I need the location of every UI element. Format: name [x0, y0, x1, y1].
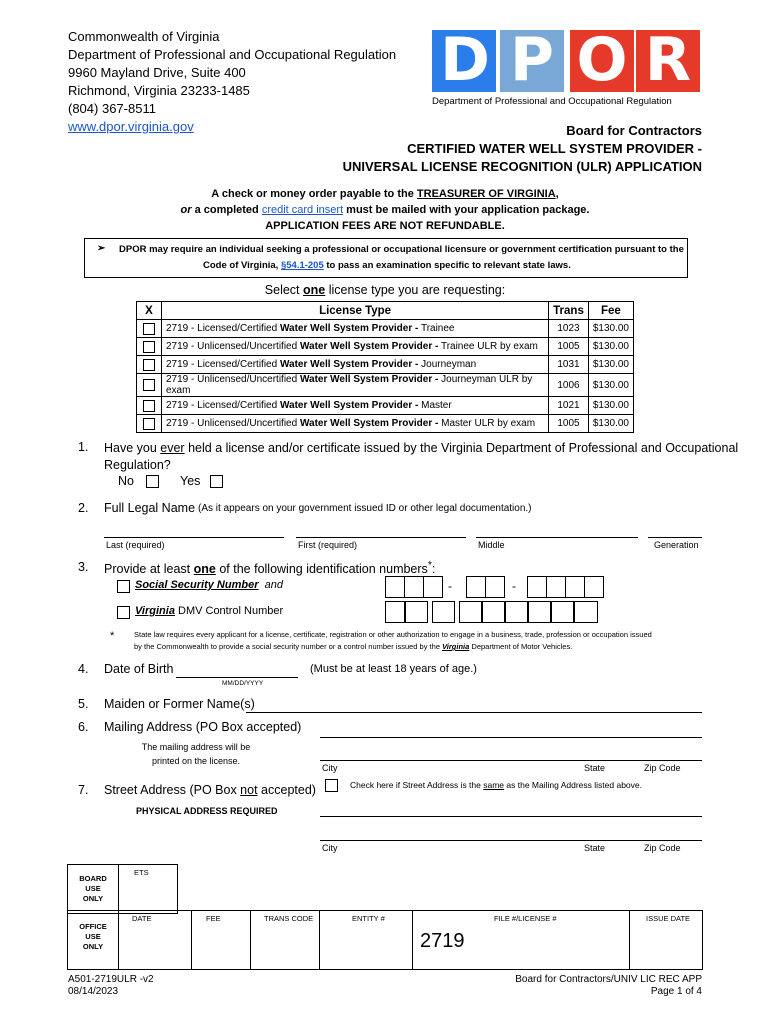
q6-number: 6. [78, 720, 89, 734]
fee: $130.00 [588, 415, 633, 433]
q1-yes-label: Yes [180, 474, 201, 488]
dmv-digit[interactable] [385, 601, 405, 623]
board-name: Board for Contractors [566, 123, 702, 138]
row-text: Water Well System Provider - [299, 418, 439, 429]
mailing-address-line[interactable] [320, 737, 702, 738]
fee: $130.00 [588, 356, 633, 374]
q3-label [104, 560, 435, 576]
treasurer-text: TREASURER OF VIRGINIA [416, 188, 556, 200]
q7-text: accepted) [257, 783, 316, 797]
org-line: Department of Professional and Occupational Regulation [68, 47, 397, 62]
fee-label: FEE [206, 914, 221, 923]
row-text: 2719 - Licensed/Certified [166, 323, 280, 334]
ssn-and-text: and [264, 579, 283, 591]
footer-right [515, 974, 702, 998]
office-use-text: USE [85, 932, 101, 941]
form-id: A501-2719ULR -v2 [68, 974, 154, 985]
board-use-text: BOARD [79, 874, 107, 883]
row-text: Master [418, 400, 452, 411]
logo-letter-p: P [510, 25, 554, 95]
trans-code: 1005 [549, 415, 589, 433]
org-line: (804) 367-8511 [68, 101, 156, 116]
code-section-link[interactable]: §54.1-205 [280, 260, 324, 271]
logo-letter-r: R [644, 25, 692, 95]
ssn-label-text: Social Security Number [135, 579, 259, 591]
payment-text: , [555, 188, 559, 200]
maiden-name-field[interactable] [246, 712, 702, 713]
office-use-text: OFFICE [79, 922, 107, 931]
license-checkbox[interactable] [143, 400, 155, 412]
dmv-digit[interactable] [459, 601, 482, 623]
ssn-dash: - [512, 579, 516, 593]
q6-note-text: printed on the license. [151, 756, 241, 766]
license-code-value: 2719 [420, 930, 465, 952]
trans-code-label: TRANS CODE [264, 914, 314, 923]
payment-text: must be mailed with your application package. [343, 204, 590, 216]
q7-text: Street Address (PO Box [104, 783, 241, 797]
org-line: Commonwealth of Virginia [68, 29, 220, 44]
license-checkbox[interactable] [143, 341, 155, 353]
q3-footnote [134, 629, 652, 653]
mailing-city-label: City [322, 763, 338, 773]
q7-check-text: same [483, 780, 505, 790]
date-label: DATE [132, 914, 152, 923]
street-zip-label: Zip Code [644, 843, 681, 853]
fee: $130.00 [588, 320, 633, 338]
date-cell [118, 910, 192, 970]
prompt-text: license type you are requesting: [325, 283, 506, 297]
dmv-digit[interactable] [432, 601, 455, 623]
q7-text: not [240, 783, 258, 797]
table-row [137, 397, 634, 415]
q5-label: Maiden or Former Name(s) [104, 697, 255, 711]
q6-note-text: The mailing address will be [141, 742, 251, 752]
q3-text: Provide at least [104, 562, 194, 577]
q5-number: 5. [78, 697, 89, 711]
org-line: 9960 Mayland Drive, Suite 400 [68, 65, 246, 80]
payment-text: A check or money order payable to the [211, 188, 417, 200]
ssn-digit[interactable] [385, 576, 405, 598]
trans-code: 1023 [549, 320, 589, 338]
q7-label [104, 783, 316, 797]
ssn-dash: - [448, 579, 452, 593]
first-name-field[interactable] [296, 537, 466, 538]
dmv-digit[interactable] [505, 601, 528, 623]
col-fee: Fee [588, 302, 633, 320]
table-row [137, 338, 634, 356]
ssn-digit[interactable] [546, 576, 566, 598]
dmv-label [135, 605, 283, 617]
q1-no-label: No [118, 474, 134, 488]
ets-label: ETS [134, 868, 149, 877]
org-address [68, 28, 396, 136]
board-use-text: ONLY [82, 894, 104, 903]
ssn-digit[interactable] [565, 576, 585, 598]
license-checkbox[interactable] [143, 359, 155, 371]
dmv-digit[interactable] [482, 601, 505, 623]
title-line-1: CERTIFIED WATER WELL SYSTEM PROVIDER - [407, 141, 702, 156]
dmv-label-text: Virginia [135, 605, 175, 617]
org-line: Richmond, Virginia 23233-1485 [68, 83, 250, 98]
credit-card-insert-link[interactable]: credit card insert [261, 204, 344, 216]
entity-label: ENTITY # [352, 914, 385, 923]
row-text: Journeyman [418, 359, 477, 370]
dmv-digit[interactable] [551, 601, 574, 623]
q3-number: 3. [78, 560, 89, 574]
first-name-label: First (required) [298, 540, 358, 550]
logo-caption: Department of Professional and Occupational Regulation [432, 96, 672, 107]
title-line-2: UNIVERSAL LICENSE RECOGNITION (ULR) APPLICATION [342, 159, 702, 174]
same-address-label [350, 780, 642, 790]
street-address-line[interactable] [320, 816, 702, 817]
q1-text: Have you [104, 441, 161, 455]
q3-text: one [193, 562, 216, 577]
q3-text: of the following identification numbers [215, 562, 428, 577]
row-text: Water Well System Provider - [279, 359, 419, 370]
notice-text: Code of Virginia, [203, 260, 281, 271]
row-text: Trainee [418, 323, 455, 334]
payment-text: or [180, 204, 192, 216]
license-checkbox[interactable] [143, 323, 155, 335]
fee: $130.00 [588, 374, 633, 397]
ssn-digit[interactable] [466, 576, 486, 598]
q4-label: Date of Birth [104, 662, 174, 676]
row-text: 2719 - Unlicensed/Uncertified [166, 341, 300, 352]
q2-label: Full Legal Name [104, 501, 196, 515]
street-city-label: City [322, 843, 338, 853]
fee: $130.00 [588, 338, 633, 356]
dmv-digit[interactable] [528, 601, 551, 623]
q7-check-text: Check here if Street Address is the [350, 780, 484, 790]
office-use-label [67, 922, 119, 952]
same-address-checkbox[interactable] [325, 779, 338, 792]
row-text: Water Well System Provider - [299, 341, 439, 352]
dmv-digit[interactable] [405, 601, 428, 623]
row-text: Trainee ULR by exam [438, 341, 538, 352]
q1-text: Regulation? [104, 458, 171, 472]
q3-text: : [431, 562, 436, 577]
mailing-state-label: State [584, 763, 606, 773]
license-prompt [0, 283, 770, 297]
footer-form-name: Board for Contractors/UNIV LIC REC APP [515, 974, 702, 985]
ssn-digit[interactable] [584, 576, 604, 598]
notice-box [84, 238, 688, 278]
footnote-text: Virginia [442, 642, 470, 651]
q6-label: Mailing Address (PO Box accepted) [104, 720, 302, 734]
middle-name-field[interactable] [476, 537, 638, 538]
license-checkbox[interactable] [143, 418, 155, 430]
footnote-text: by the Commonwealth to provide a social security number or a control number issued by the [134, 642, 443, 651]
ssn-label [135, 579, 283, 591]
board-use-label [67, 874, 119, 904]
row-text: 2719 - Unlicensed/Uncertified [166, 418, 300, 429]
col-license-type: License Type [162, 302, 549, 320]
fee: $130.00 [588, 397, 633, 415]
q1-number: 1. [78, 440, 89, 454]
trans-code: 1031 [549, 356, 589, 374]
q2-note: (As it appears on your government issued ID or other legal documentation.) [198, 503, 532, 514]
middle-name-label: Middle [478, 540, 505, 550]
table-row [137, 320, 634, 338]
license-checkbox[interactable] [143, 379, 155, 391]
q7-check-text: as the Mailing Address listed above. [504, 780, 642, 790]
dob-hint: MM/DD/YYYY [222, 680, 264, 687]
form-date: 08/14/2023 [68, 986, 119, 997]
generation-label: Generation [654, 540, 699, 550]
generation-field[interactable] [648, 537, 702, 538]
col-x: X [137, 302, 162, 320]
page-number: Page 1 of 4 [650, 986, 702, 997]
mailing-city-state-zip-line[interactable] [320, 760, 702, 761]
table-row [137, 356, 634, 374]
q1-text: held a license and/or certificate issued by the Virginia Department of Professional and Occupational [184, 441, 739, 455]
table-row [137, 374, 634, 397]
fee-cell [191, 910, 251, 970]
row-text: Master ULR by exam [438, 418, 536, 429]
non-refundable-text: APPLICATION FEES ARE NOT REFUNDABLE. [265, 220, 505, 232]
last-name-label: Last (required) [106, 540, 165, 550]
ssn-digit[interactable] [485, 576, 505, 598]
last-name-field[interactable] [104, 537, 284, 538]
dmv-digit[interactable] [574, 601, 598, 623]
file-license-label: FILE #/LICENSE # [494, 914, 557, 923]
website-link[interactable]: www.dpor.virginia.gov [68, 119, 194, 134]
street-city-state-zip-line[interactable] [320, 840, 702, 841]
q2-number: 2. [78, 501, 89, 515]
row-text: 2719 - Licensed/Certified [166, 359, 280, 370]
trans-code: 1005 [549, 338, 589, 356]
form-title [343, 122, 702, 176]
logo-letter-d: D [440, 25, 490, 95]
payment-text: a completed [191, 204, 262, 216]
payment-instructions [0, 186, 770, 234]
trans-code: 1021 [549, 397, 589, 415]
prompt-text: one [303, 283, 326, 297]
physical-address-required: PHYSICAL ADDRESS REQUIRED [136, 806, 278, 816]
row-text: 2719 - Licensed/Certified [166, 400, 280, 411]
col-trans: Trans [549, 302, 589, 320]
table-row [137, 415, 634, 433]
row-text: Water Well System Provider - [279, 323, 419, 334]
mailing-zip-label: Zip Code [644, 763, 681, 773]
dmv-label-text: DMV Control Number [174, 605, 284, 617]
row-text: 2719 - Unlicensed/Uncertified [166, 374, 300, 385]
q1-no-checkbox[interactable] [146, 475, 159, 488]
notice-line-1: DPOR may require an individual seeking a professional or occupational licensure or government certification pursuant to the [119, 244, 684, 255]
footnote-text: Department of Motor Vehicles. [469, 642, 573, 651]
license-type-table [136, 301, 634, 433]
q1-yes-checkbox[interactable] [210, 475, 223, 488]
trans-code: 1006 [549, 374, 589, 397]
q1-text: ever [160, 441, 185, 455]
ssn-digit[interactable] [404, 576, 424, 598]
ssn-checkbox[interactable] [117, 580, 130, 593]
footnote-text: State law requires every applicant for a license, certificate, registration or other authorization to engage in a business, trade, profession or occupation issued [134, 630, 652, 639]
dob-field[interactable] [176, 677, 298, 678]
dmv-checkbox[interactable] [117, 606, 130, 619]
ssn-digit[interactable] [527, 576, 547, 598]
asterisk-icon: * [427, 560, 432, 571]
board-use-text: USE [85, 884, 101, 893]
footnote-asterisk-icon: * [110, 630, 115, 642]
q1-question [104, 440, 739, 474]
footer-left [68, 974, 154, 998]
row-text: Journeyman ULR by exam [166, 374, 533, 396]
row-text: Water Well System Provider - [279, 400, 419, 411]
arrow-bullet-icon: ➢ [97, 243, 106, 254]
q7-number: 7. [78, 783, 89, 797]
dpor-logo [432, 25, 702, 110]
ssn-digit[interactable] [423, 576, 443, 598]
notice-text: to pass an examination specific to relevant state laws. [323, 260, 571, 271]
q4-note: (Must be at least 18 years of age.) [310, 663, 477, 675]
issue-date-label: ISSUE DATE [646, 914, 691, 923]
row-text: Water Well System Provider - [299, 374, 439, 385]
street-state-label: State [584, 843, 606, 853]
q4-number: 4. [78, 662, 89, 676]
office-use-text: ONLY [82, 942, 104, 951]
prompt-text: Select [264, 283, 303, 297]
logo-letter-o: O [576, 25, 628, 95]
q6-note [136, 740, 256, 768]
